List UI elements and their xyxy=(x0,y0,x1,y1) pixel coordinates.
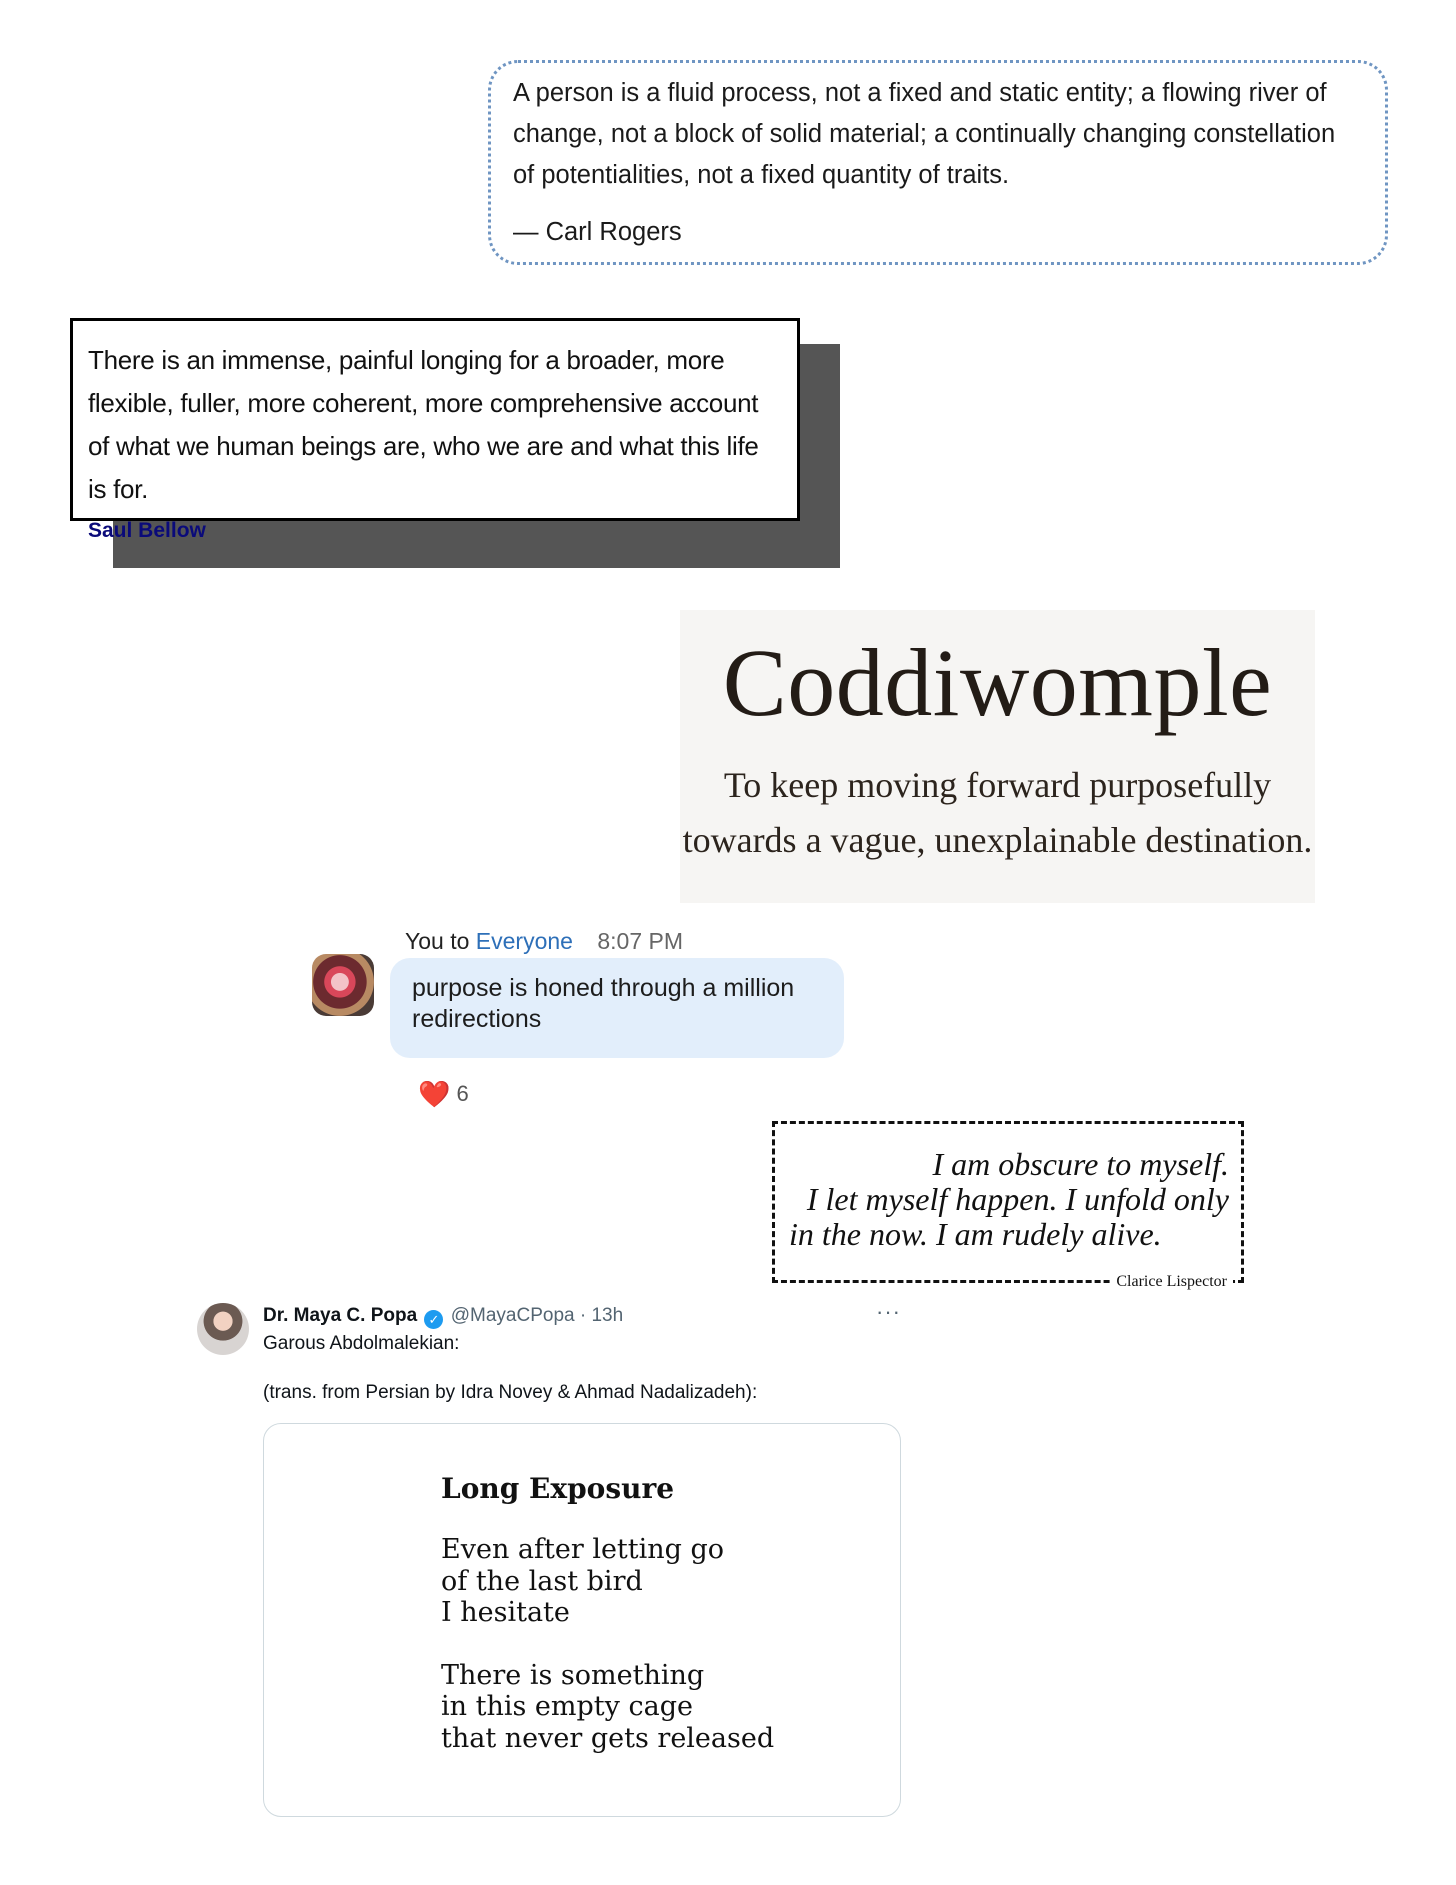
chat-reaction[interactable] xyxy=(418,1079,469,1110)
chat-message-header xyxy=(405,928,683,955)
tweet-header xyxy=(263,1305,623,1329)
chat-timestamp: 8:07 PM xyxy=(597,928,683,954)
tweet-text-line-2: (trans. from Persian by Idra Novey & Ahmad Nadalizadeh): xyxy=(263,1382,758,1403)
poem-stanza-1 xyxy=(441,1534,774,1629)
poem-line: of the last bird xyxy=(441,1565,643,1597)
rogers-quote-text: A person is a fluid process, not a fixed and static entity; a flowing river of change, not a block of solid material; a continually changing constellation of potentialities, not a fixed quantity of traits. xyxy=(513,79,1336,189)
verified-badge-icon: ✓ xyxy=(424,1310,443,1329)
poem xyxy=(441,1472,774,1785)
tweet-media-card[interactable] xyxy=(263,1423,901,1817)
coddiwomple-definition-line-2: towards a vague, unexplainable destination. xyxy=(682,820,1313,860)
poem-line: in this empty cage xyxy=(441,1691,693,1722)
tweet-author-name[interactable]: Dr. Maya C. Popa xyxy=(263,1305,418,1326)
bellow-quote-card xyxy=(70,318,800,542)
lispector-quote-card xyxy=(772,1121,1244,1290)
lispector-line: in the now. I am rudely alive. xyxy=(789,1216,1162,1252)
more-options-icon[interactable]: ··· xyxy=(876,1299,901,1324)
lispector-line: I am obscure to myself. xyxy=(932,1146,1229,1182)
rogers-quote-author: — Carl Rogers xyxy=(513,218,682,246)
poem-title: Long Exposure xyxy=(441,1472,675,1505)
coddiwomple-word: Coddiwomple xyxy=(722,629,1273,736)
poem-stanza-2 xyxy=(441,1660,774,1755)
heart-icon: ❤️ xyxy=(418,1079,451,1109)
tweet-text-line-1: Garous Abdolmalekian: xyxy=(263,1333,460,1354)
tweet-author-avatar[interactable] xyxy=(197,1303,249,1355)
reaction-count: 6 xyxy=(456,1081,469,1106)
poem-line: that never gets released xyxy=(441,1722,775,1754)
bellow-quote-text: There is an immense, painful longing for a broader, more flexible, fuller, more coherent, more comprehensive account of what we human beings are, who we are and what this life is for. xyxy=(88,345,759,504)
bellow-quote-author: Saul Bellow xyxy=(88,519,206,542)
chat-avatar xyxy=(312,954,374,1016)
poem-line: There is something xyxy=(441,1659,705,1691)
tweet-handle-time[interactable]: @MayaCPopa · 13h xyxy=(450,1305,624,1326)
rogers-quote-card xyxy=(488,60,1388,265)
chat-recipient-link[interactable]: Everyone xyxy=(475,928,573,954)
coddiwomple-card xyxy=(680,610,1315,903)
lispector-line: I let myself happen. I unfold only xyxy=(806,1181,1229,1217)
chat-sender: You to xyxy=(405,928,470,954)
lispector-quote-author: Clarice Lispector xyxy=(1110,1273,1233,1291)
coddiwomple-definition-line-1: To keep moving forward purposefully xyxy=(723,765,1272,805)
poem-line: I hesitate xyxy=(441,1597,570,1628)
chat-message-bubble: purpose is honed through a million redirections xyxy=(390,958,844,1058)
poem-line: Even after letting go xyxy=(441,1534,725,1565)
lispector-quote-text xyxy=(775,1124,1241,1252)
